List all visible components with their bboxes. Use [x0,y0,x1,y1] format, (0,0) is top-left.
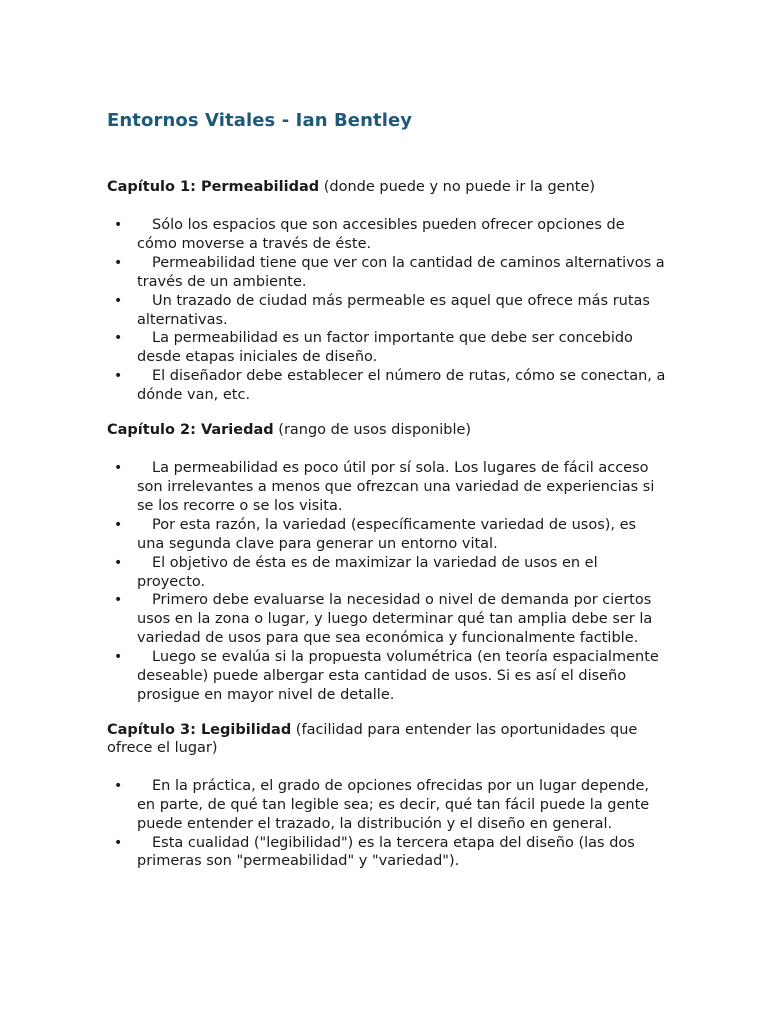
list-item [107,216,667,254]
chapter-title: Capítulo 2: Variedad [107,422,274,439]
chapter-1 [107,178,667,405]
document-page [107,108,667,887]
bullet-icon: • [114,649,123,666]
list-item-text: Permeabilidad tiene que ver con la cantidad de caminos alternativos a través de un ambiente. [137,254,665,290]
chapter-heading [107,178,667,196]
list-item [107,516,667,554]
bullet-list [107,216,667,405]
bullet-icon: • [114,834,123,851]
list-item-text: Un trazado de ciudad más permeable es aquel que ofrece más rutas alternativas. [137,292,650,328]
chapter-subtitle: (facilidad para entender las oportunidades que ofrece el lugar) [107,721,638,756]
list-item [107,254,667,292]
chapter-heading [107,721,667,757]
list-item [107,591,667,648]
list-item [107,777,667,834]
list-item [107,554,667,592]
bullet-icon: • [114,330,123,347]
list-item [107,329,667,367]
chapter-subtitle: (donde puede y no puede ir la gente) [319,179,596,195]
list-item-text: El objetivo de ésta es de maximizar la variedad de usos en el proyecto. [137,554,598,590]
list-item-text: Esta cualidad ("legibilidad") es la tercera etapa del diseño (las dos primeras son "permeabilidad" y "variedad"). [137,834,635,870]
bullet-list [107,777,667,872]
bullet-icon: • [114,777,123,794]
chapter-3 [107,721,667,872]
chapter-title: Capítulo 3: Legibilidad [107,721,292,738]
bullet-icon: • [114,254,123,271]
bullet-icon: • [114,554,123,571]
chapter-title: Capítulo 1: Permeabilidad [107,179,320,195]
bullet-icon: • [114,217,123,233]
list-item-text: En la práctica, el grado de opciones ofrecidas por un lugar depende, en parte, de qué tan legible sea; es decir, qué tan fácil puede la gente puede entender el trazado, la distribución y el diseño en general. [137,777,650,832]
bullet-list [107,459,667,705]
chapter-heading [107,421,667,439]
list-item-text: La permeabilidad es un factor importante que debe ser concebido desde etapas iniciales de diseño. [137,330,633,366]
list-item-text: Por esta razón, la variedad (específicamente variedad de usos), es una segunda clave para generar un entorno vital. [137,516,637,552]
list-item-text: Primero debe evaluarse la necesidad o nivel de demanda por ciertos usos en la zona o lugar, y luego determinar qué tan amplia debe ser la variedad de usos para que sea económica y funcionalmente factible. [137,592,653,647]
list-item [107,367,667,405]
document-title: Entornos Vitales - Ian Bentley [107,110,413,131]
bullet-icon: • [114,516,123,533]
list-item [107,648,667,705]
list-item-text: Sólo los espacios que son accesibles pueden ofrecer opciones de cómo moverse a través de éste. [137,217,625,252]
list-item-text: La permeabilidad es poco útil por sí sola. Los lugares de fácil acceso son irrelevantes a menos que ofrezcan una variedad de experiencias si se los recorre o se los visita. [137,460,655,514]
bullet-icon: • [114,292,123,309]
chapter-2 [107,421,667,705]
list-item-text: El diseñador debe establecer el número de rutas, cómo se conectan, a dónde van, etc. [137,368,666,404]
list-item [107,292,667,330]
list-item [107,459,667,516]
chapter-subtitle: (rango de usos disponible) [273,422,472,439]
list-item [107,834,667,872]
bullet-icon: • [114,368,123,385]
list-item-text: Luego se evalúa si la propuesta volumétrica (en teoría espacialmente deseable) puede albergar esta cantidad de usos. Si es así el diseño prosigue en mayor nivel de detalle. [137,649,659,703]
bullet-icon: • [114,592,123,609]
bullet-icon: • [114,460,123,477]
